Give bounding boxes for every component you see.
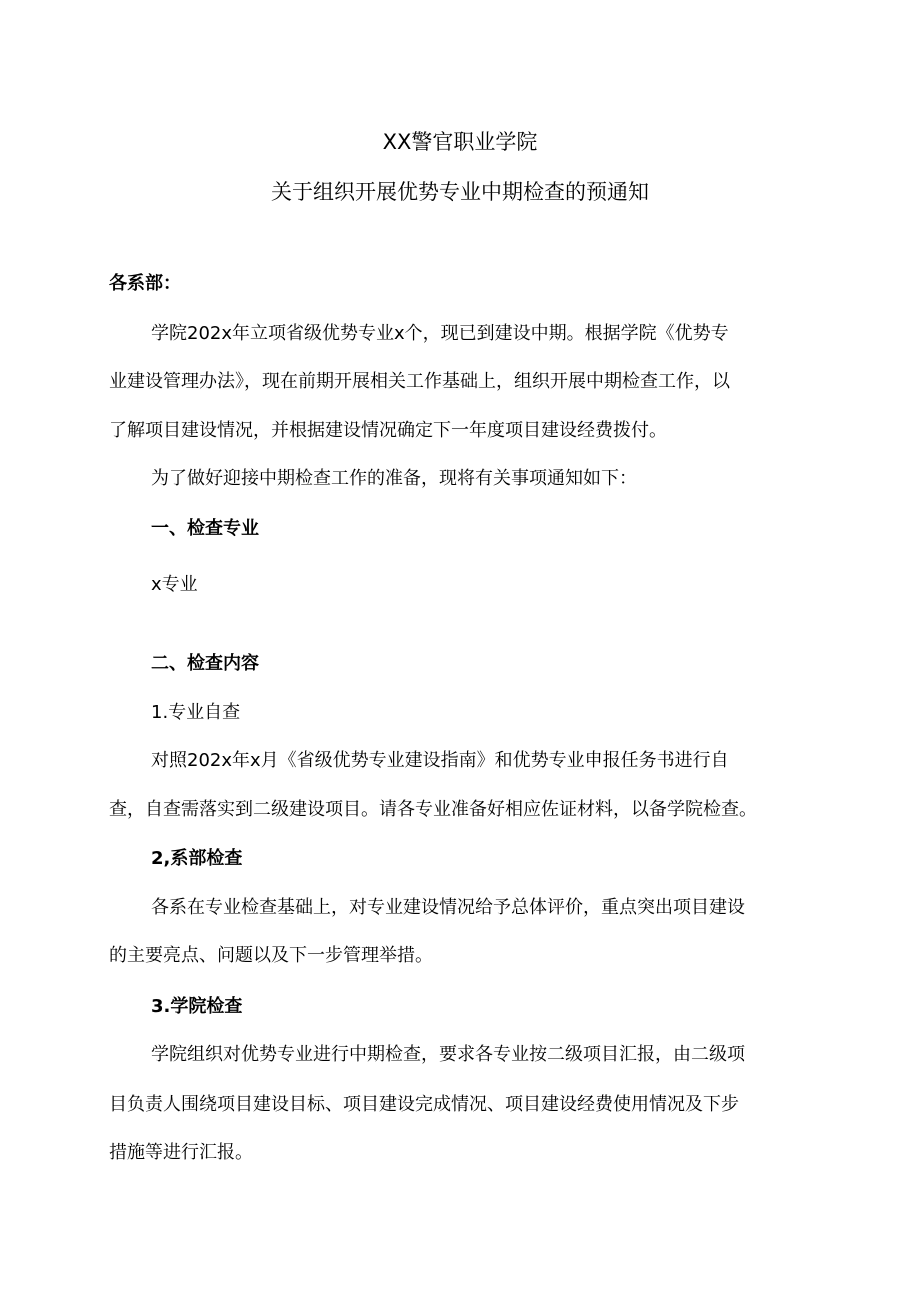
- section2-heading: 二、检查内容: [151, 653, 259, 674]
- salutation: 各系部：: [109, 273, 181, 294]
- item2-line-2: 的主要亮点、问题以及下一步管理举措。: [109, 945, 433, 966]
- section1-heading: 一、检查专业: [151, 518, 259, 539]
- item3-line-3: 措施等进行汇报。: [109, 1142, 253, 1163]
- notice-line: 为了做好迎接中期检查工作的准备，现将有关事项通知如下：: [151, 468, 637, 489]
- item1-line-1: 对照202x年x月《省级优势专业建设指南》和优势专业申报任务书进行自: [151, 750, 729, 771]
- intro-line-1: 学院202x年立项省级优势专业x个，现已到建设中期。根据学院《优势专: [151, 323, 729, 344]
- section1-content: x专业: [151, 574, 198, 595]
- intro-line-3: 了解项目建设情况，并根据建设情况确定下一年度项目建设经费拨付。: [109, 420, 667, 441]
- item1-line-2: 查，自查需落实到二级建设项目。请各专业准备好相应佐证材料，以备学院检查。: [109, 799, 757, 820]
- intro-line-2: 业建设管理办法》，现在前期开展相关工作基础上，组织开展中期检查工作，以: [109, 371, 730, 392]
- item2-line-1: 各系在专业检查基础上，对专业建设情况给予总体评价，重点突出项目建设: [151, 897, 745, 918]
- item1-heading: 1.专业自查: [151, 702, 241, 723]
- title-line-1: XX警官职业学院: [382, 130, 538, 154]
- item2-heading: 2,系部检查: [151, 848, 243, 869]
- title-line-2: 关于组织开展优势专业中期检查的预通知: [271, 180, 649, 204]
- item3-line-2: 目负责人围绕项目建设目标、项目建设完成情况、项目建设经费使用情况及下步: [109, 1094, 739, 1115]
- item3-heading: 3.学院检查: [151, 996, 243, 1017]
- item3-line-1: 学院组织对优势专业进行中期检查，要求各专业按二级项目汇报，由二级项: [151, 1044, 745, 1065]
